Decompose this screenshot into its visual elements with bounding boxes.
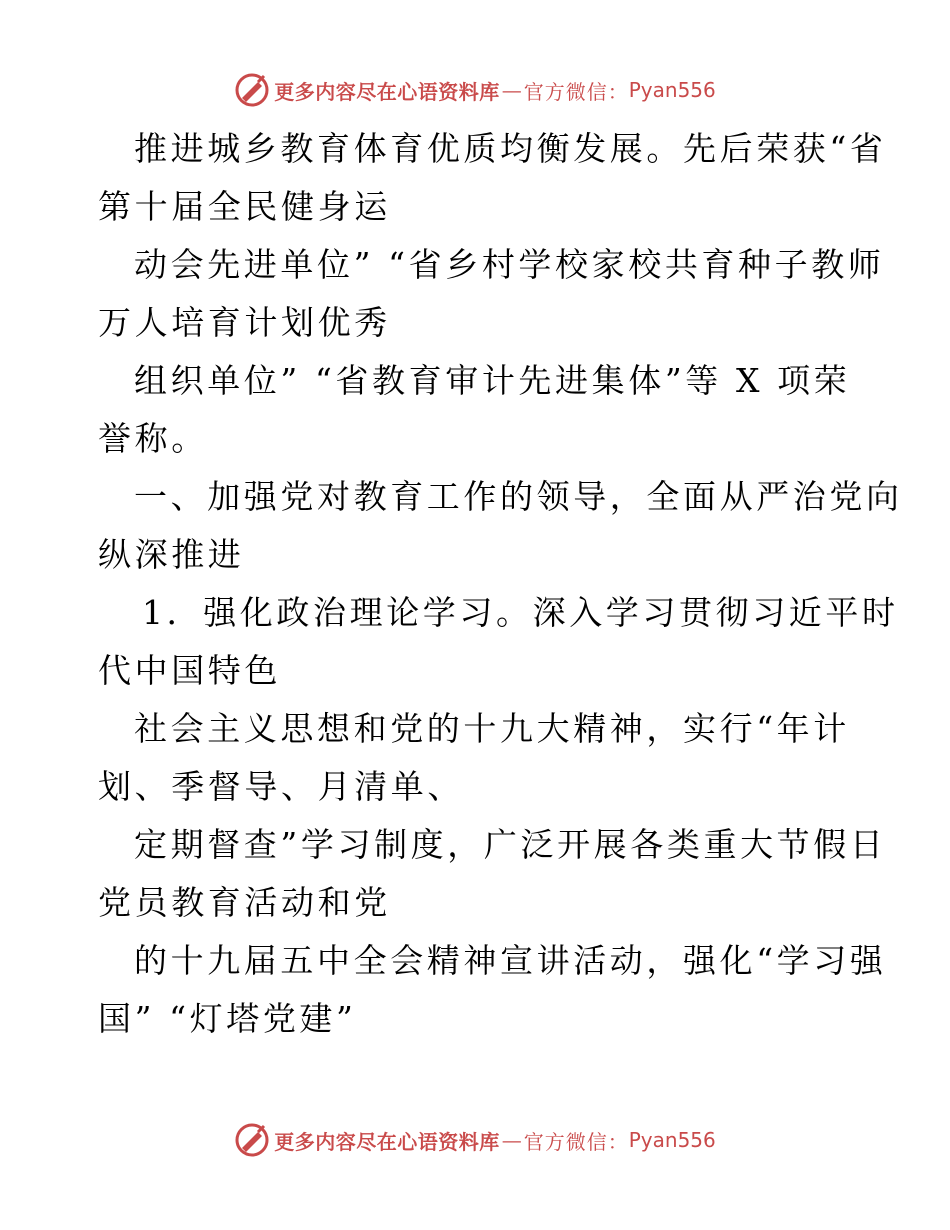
text-line: 代中国特色	[98, 651, 281, 690]
quill-logo-icon	[234, 1122, 270, 1158]
text-line: 动会先进单位” “省乡村学校家校共育种子教师	[134, 245, 885, 284]
text-line: 万人培育计划优秀	[98, 303, 391, 342]
text-line: 誉称。	[98, 419, 208, 458]
section-heading: 一、加强党对教育工作的领导，全面从严治党向	[134, 477, 903, 516]
text-line: 划、季督导、月清单、	[98, 767, 464, 806]
watermark-dash: —	[501, 78, 522, 102]
text-line: 第十届全民健身运	[98, 187, 391, 226]
watermark-wechat-label: 官方微信：	[523, 79, 629, 104]
quill-logo-icon	[234, 72, 270, 108]
watermark-wechat-id: Pyan556	[628, 78, 716, 102]
watermark-dash: —	[501, 1128, 522, 1152]
text-line: 党员教育活动和党	[98, 883, 391, 922]
numbered-item: 1．强化政治理论学习。深入学习贯彻习近平时	[142, 593, 899, 632]
watermark-wechat-id: Pyan556	[628, 1128, 716, 1152]
text-line: 纵深推进	[98, 535, 245, 574]
text-line: 推进城乡教育体育优质均衡发展。先后荣获“省	[134, 129, 887, 168]
text-line: 社会主义思想和党的十九大精神，实行“年计	[134, 709, 850, 748]
text-line: 组织单位” “省教育审计先进集体”等 X 项荣	[134, 361, 851, 400]
watermark-text: 更多内容尽在心语资料库	[274, 79, 500, 104]
text-line: 的十九届五中全会精神宣讲活动，强化“学习强	[134, 941, 887, 980]
watermark-text: 更多内容尽在心语资料库	[274, 1129, 500, 1154]
watermark-wechat-label: 官方微信：	[523, 1129, 629, 1154]
header-watermark	[0, 70, 950, 110]
footer-watermark	[0, 1120, 950, 1160]
document-body	[98, 120, 903, 1048]
text-line: 国” “灯塔党建”	[98, 999, 357, 1038]
text-line: 定期督查”学习制度，广泛开展各类重大节假日	[134, 825, 887, 864]
